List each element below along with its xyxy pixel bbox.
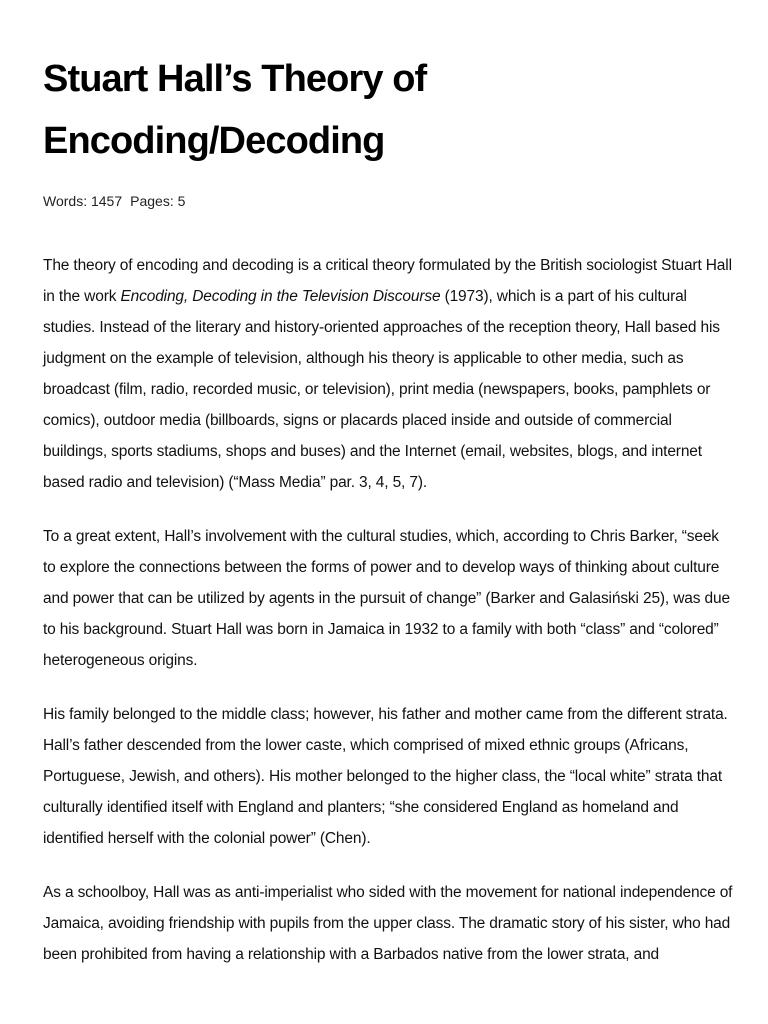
paragraph-4: As a schoolboy, Hall was as anti-imperialist who sided with the movement for national independence of Jamaica, avoiding friendship with pupils from the upper class. The dramatic story of his sister, who had been prohibited from having a relationship with a Barbados native from the lower strata, and bbox=[43, 884, 733, 963]
paragraph-1 bbox=[43, 250, 733, 498]
word-count: Words: 1457 bbox=[43, 193, 123, 209]
paragraph-2: To a great extent, Hall’s involvement with the cultural studies, which, according to Chris Barker, “seek to explore the connections between the forms of power and to develop ways of thinking about culture and power that can be utilized by agents in the pursuit of change” (Barker and Galasiński 25), was due to his background. Stuart Hall was born in Jamaica in 1932 to a family with both “class” and “colored” heterogeneous origins. bbox=[43, 528, 730, 669]
page-count: Pages: 5 bbox=[130, 193, 186, 209]
paragraph-1-text-after: (1973), which is a part of his cultural studies. Instead of the literary and history-oriented approaches of the reception theory, Hall based his judgment on the example of television, although his theory is applicable to other media, such as broadcast (film, radio, recorded music, or television), print media (newspapers, books, pamphlets or comics), outdoor media (billboards, signs or placards placed inside and outside of commercial buildings, sports stadiums, shops and buses) and the Internet (email, websites, blogs, and internet based radio and television) (“Mass Media” par. 3, 4, 5, 7). bbox=[43, 288, 720, 491]
paragraph-1-text-before: The theory of encoding and decoding is a critical theory formulated by the British sociologist Stuart Hall in the work bbox=[43, 257, 732, 305]
work-title-italic: Encoding, Decoding in the Television Discourse bbox=[120, 288, 441, 305]
document-meta bbox=[43, 192, 733, 210]
paragraph-3: His family belonged to the middle class; however, his father and mother came from the different strata. Hall’s father descended from the lower caste, which comprised of mixed ethnic groups (Africans, Portuguese, Jewish, and others). His mother belonged to the higher class, the “local white” strata that culturally identified itself with England and planters; “she considered England as homeland and identified herself with the colonial power” (Chen). bbox=[43, 706, 728, 847]
page-title: Stuart Hall’s Theory of Encoding/Decoding bbox=[43, 58, 427, 162]
document-page bbox=[43, 48, 733, 970]
